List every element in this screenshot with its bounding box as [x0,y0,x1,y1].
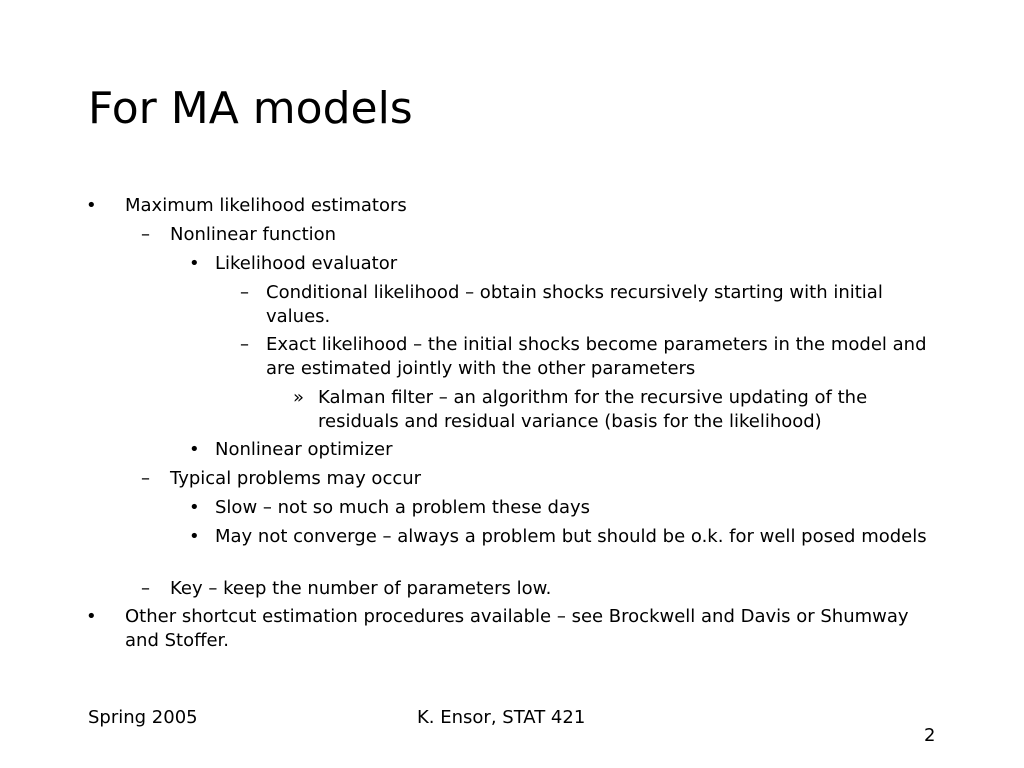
slide-title: For MA models [88,83,413,134]
bullet-item [86,194,946,218]
bullet-marker: – [141,224,150,245]
bullet-text: Maximum likelihood estimators [125,195,407,216]
bullet-marker: » [293,387,305,408]
bullet-text: Kalman filter – an algorithm for the recursive updating of the residuals and residual variance (basis for the likelihood) [318,387,868,432]
bullet-item [293,386,946,434]
bullet-item [141,467,946,491]
bullet-marker: – [141,468,150,489]
bullet-item [240,281,946,329]
page-number: 2 [924,725,936,746]
bullet-marker: – [240,334,249,355]
bullet-item [189,252,946,276]
bullet-marker: • [189,526,200,547]
bullet-marker: • [86,606,97,627]
bullet-marker: • [86,195,97,216]
bullet-item [189,496,946,520]
bullet-item [189,438,946,462]
bullet-text: Typical problems may occur [170,468,422,489]
bullet-item [141,577,946,601]
footer-date: Spring 2005 [88,707,198,728]
bullet-item [141,223,946,247]
bullet-marker: – [141,578,150,599]
bullet-marker: • [189,439,200,460]
bullet-text: Conditional likelihood – obtain shocks recursively starting with initial values. [266,282,883,327]
bullet-marker: – [240,282,249,303]
bullet-text: Likelihood evaluator [215,253,398,274]
bullet-text: Key – keep the number of parameters low. [170,578,552,599]
bullet-item [86,605,946,653]
bullet-text: May not converge – always a problem but should be o.k. for well posed models [215,526,927,547]
bullet-item [189,525,946,549]
bullet-text: Nonlinear function [170,224,337,245]
bullet-text: Slow – not so much a problem these days [215,497,591,518]
bullet-text: Nonlinear optimizer [215,439,393,460]
bullet-item [240,333,946,381]
bullet-marker: • [189,253,200,274]
footer-author: K. Ensor, STAT 421 [417,707,586,728]
bullet-text: Exact likelihood – the initial shocks become parameters in the model and are estimated jointly with the other parameters [266,334,927,379]
bullet-marker: • [189,497,200,518]
bullet-text: Other shortcut estimation procedures available – see Brockwell and Davis or Shumway and Stoffer. [125,606,909,651]
